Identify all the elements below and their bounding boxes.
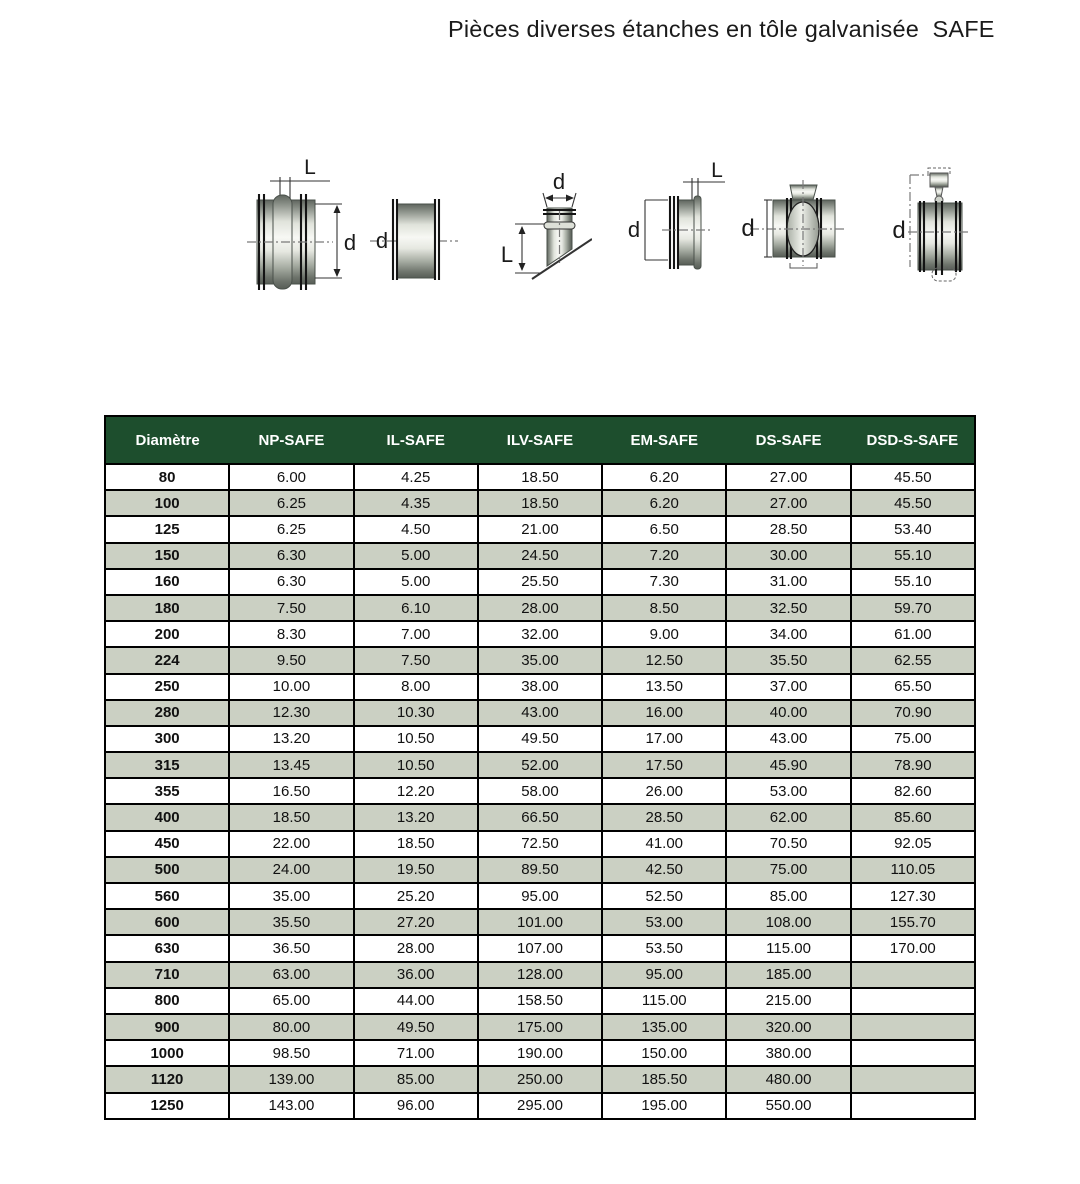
value-cell: 26.00 xyxy=(602,778,726,804)
value-cell: 65.50 xyxy=(851,674,975,700)
diameter-cell: 200 xyxy=(105,621,229,647)
value-cell: 127.30 xyxy=(851,883,975,909)
diagram-em-safe xyxy=(625,152,730,284)
dimension-label-L: L xyxy=(500,242,514,267)
dimension-label-d: d xyxy=(375,228,389,253)
value-cell: 35.50 xyxy=(229,909,353,935)
value-cell: 43.00 xyxy=(726,726,850,752)
diameter-cell: 315 xyxy=(105,752,229,778)
value-cell: 18.50 xyxy=(354,831,478,857)
value-cell: 6.10 xyxy=(354,595,478,621)
diameter-cell: 800 xyxy=(105,988,229,1014)
value-cell: 155.70 xyxy=(851,909,975,935)
diameter-cell: 630 xyxy=(105,935,229,961)
value-cell: 12.30 xyxy=(229,700,353,726)
value-cell: 59.70 xyxy=(851,595,975,621)
value-cell: 6.20 xyxy=(602,490,726,516)
value-cell xyxy=(851,962,975,988)
value-cell: 13.50 xyxy=(602,674,726,700)
value-cell: 135.00 xyxy=(602,1014,726,1040)
table-row xyxy=(105,647,975,673)
value-cell: 215.00 xyxy=(726,988,850,1014)
value-cell: 108.00 xyxy=(726,909,850,935)
value-cell: 25.50 xyxy=(478,569,602,595)
value-cell: 175.00 xyxy=(478,1014,602,1040)
table-row xyxy=(105,883,975,909)
diameter-cell: 250 xyxy=(105,674,229,700)
value-cell: 35.00 xyxy=(229,883,353,909)
value-cell: 36.50 xyxy=(229,935,353,961)
value-cell: 35.00 xyxy=(478,647,602,673)
value-cell: 18.50 xyxy=(478,464,602,490)
table-row xyxy=(105,674,975,700)
value-cell: 25.20 xyxy=(354,883,478,909)
diagram-np-safe xyxy=(245,148,360,293)
column-header-ds-safe: DS-SAFE xyxy=(726,416,850,464)
value-cell: 295.00 xyxy=(478,1093,602,1119)
value-cell: 85.60 xyxy=(851,804,975,830)
column-header-ilv-safe: ILV-SAFE xyxy=(478,416,602,464)
value-cell: 78.90 xyxy=(851,752,975,778)
table-row xyxy=(105,464,975,490)
value-cell: 380.00 xyxy=(726,1040,850,1066)
value-cell: 250.00 xyxy=(478,1066,602,1092)
value-cell: 27.20 xyxy=(354,909,478,935)
value-cell: 10.50 xyxy=(354,726,478,752)
table-row xyxy=(105,935,975,961)
value-cell: 40.00 xyxy=(726,700,850,726)
value-cell: 110.05 xyxy=(851,857,975,883)
ilv-safe-drawing xyxy=(495,165,592,290)
header-row xyxy=(105,416,975,464)
table-row xyxy=(105,569,975,595)
value-cell: 101.00 xyxy=(478,909,602,935)
value-cell: 31.00 xyxy=(726,569,850,595)
value-cell: 92.05 xyxy=(851,831,975,857)
value-cell: 6.50 xyxy=(602,516,726,542)
value-cell: 115.00 xyxy=(602,988,726,1014)
dimensions-table xyxy=(104,415,976,1120)
value-cell xyxy=(851,1040,975,1066)
value-cell: 6.30 xyxy=(229,569,353,595)
value-cell: 6.20 xyxy=(602,464,726,490)
value-cell: 49.50 xyxy=(354,1014,478,1040)
diameter-cell: 150 xyxy=(105,543,229,569)
diameter-cell: 710 xyxy=(105,962,229,988)
value-cell: 5.00 xyxy=(354,569,478,595)
value-cell: 107.00 xyxy=(478,935,602,961)
value-cell: 70.50 xyxy=(726,831,850,857)
value-cell: 5.00 xyxy=(354,543,478,569)
diagram-il-safe xyxy=(368,192,460,287)
table-row xyxy=(105,595,975,621)
il-safe-drawing xyxy=(368,192,460,287)
value-cell: 480.00 xyxy=(726,1066,850,1092)
value-cell: 139.00 xyxy=(229,1066,353,1092)
value-cell: 53.40 xyxy=(851,516,975,542)
value-cell: 10.00 xyxy=(229,674,353,700)
value-cell: 61.00 xyxy=(851,621,975,647)
value-cell: 66.50 xyxy=(478,804,602,830)
value-cell: 41.00 xyxy=(602,831,726,857)
value-cell: 8.30 xyxy=(229,621,353,647)
em-safe-drawing xyxy=(625,152,730,284)
diagram-ds-safe xyxy=(738,178,850,278)
value-cell: 82.60 xyxy=(851,778,975,804)
value-cell: 13.45 xyxy=(229,752,353,778)
value-cell: 80.00 xyxy=(229,1014,353,1040)
diameter-cell: 560 xyxy=(105,883,229,909)
value-cell: 13.20 xyxy=(229,726,353,752)
value-cell: 6.30 xyxy=(229,543,353,569)
diameter-cell: 400 xyxy=(105,804,229,830)
value-cell: 195.00 xyxy=(602,1093,726,1119)
value-cell: 52.00 xyxy=(478,752,602,778)
table-row xyxy=(105,543,975,569)
value-cell xyxy=(851,1066,975,1092)
table-row xyxy=(105,1014,975,1040)
column-header-il-safe: IL-SAFE xyxy=(354,416,478,464)
value-cell: 95.00 xyxy=(478,883,602,909)
value-cell: 85.00 xyxy=(726,883,850,909)
value-cell: 75.00 xyxy=(851,726,975,752)
table-row xyxy=(105,857,975,883)
value-cell: 45.90 xyxy=(726,752,850,778)
table-row xyxy=(105,752,975,778)
value-cell: 170.00 xyxy=(851,935,975,961)
value-cell: 75.00 xyxy=(726,857,850,883)
value-cell: 43.00 xyxy=(478,700,602,726)
diameter-cell: 224 xyxy=(105,647,229,673)
column-header-dsd-s-safe: DSD-S-SAFE xyxy=(851,416,975,464)
value-cell: 10.30 xyxy=(354,700,478,726)
diameter-cell: 100 xyxy=(105,490,229,516)
value-cell: 190.00 xyxy=(478,1040,602,1066)
value-cell: 28.50 xyxy=(602,804,726,830)
np-safe-drawing xyxy=(245,148,360,293)
value-cell: 185.00 xyxy=(726,962,850,988)
value-cell: 8.00 xyxy=(354,674,478,700)
value-cell: 8.50 xyxy=(602,595,726,621)
value-cell: 58.00 xyxy=(478,778,602,804)
value-cell: 34.00 xyxy=(726,621,850,647)
value-cell: 143.00 xyxy=(229,1093,353,1119)
value-cell: 12.50 xyxy=(602,647,726,673)
value-cell: 36.00 xyxy=(354,962,478,988)
value-cell: 18.50 xyxy=(478,490,602,516)
value-cell: 30.00 xyxy=(726,543,850,569)
value-cell xyxy=(851,1093,975,1119)
value-cell: 4.50 xyxy=(354,516,478,542)
diameter-cell: 1120 xyxy=(105,1066,229,1092)
value-cell: 71.00 xyxy=(354,1040,478,1066)
value-cell: 10.50 xyxy=(354,752,478,778)
diameter-cell: 125 xyxy=(105,516,229,542)
value-cell: 150.00 xyxy=(602,1040,726,1066)
diameter-cell: 900 xyxy=(105,1014,229,1040)
value-cell: 4.25 xyxy=(354,464,478,490)
table-row xyxy=(105,962,975,988)
value-cell: 45.50 xyxy=(851,490,975,516)
dimension-label-d: d xyxy=(741,215,755,242)
value-cell: 7.50 xyxy=(229,595,353,621)
dimension-label-d: d xyxy=(343,230,357,255)
value-cell: 7.20 xyxy=(602,543,726,569)
table-row xyxy=(105,1066,975,1092)
table-row xyxy=(105,831,975,857)
value-cell: 63.00 xyxy=(229,962,353,988)
value-cell: 550.00 xyxy=(726,1093,850,1119)
value-cell: 17.00 xyxy=(602,726,726,752)
value-cell: 32.00 xyxy=(478,621,602,647)
diameter-cell: 355 xyxy=(105,778,229,804)
dsd-s-safe-drawing xyxy=(888,158,975,283)
value-cell: 6.00 xyxy=(229,464,353,490)
table-row xyxy=(105,700,975,726)
value-cell: 27.00 xyxy=(726,490,850,516)
value-cell: 35.50 xyxy=(726,647,850,673)
table-row xyxy=(105,621,975,647)
diameter-cell: 160 xyxy=(105,569,229,595)
value-cell: 53.50 xyxy=(602,935,726,961)
value-cell: 128.00 xyxy=(478,962,602,988)
value-cell: 96.00 xyxy=(354,1093,478,1119)
value-cell: 9.00 xyxy=(602,621,726,647)
diameter-cell: 1000 xyxy=(105,1040,229,1066)
value-cell: 38.00 xyxy=(478,674,602,700)
table-row xyxy=(105,778,975,804)
value-cell: 4.35 xyxy=(354,490,478,516)
value-cell: 12.20 xyxy=(354,778,478,804)
value-cell: 17.50 xyxy=(602,752,726,778)
table-row xyxy=(105,1093,975,1119)
value-cell: 95.00 xyxy=(602,962,726,988)
value-cell: 24.00 xyxy=(229,857,353,883)
value-cell: 42.50 xyxy=(602,857,726,883)
value-cell: 19.50 xyxy=(354,857,478,883)
value-cell: 72.50 xyxy=(478,831,602,857)
value-cell: 62.55 xyxy=(851,647,975,673)
table-row xyxy=(105,726,975,752)
diameter-cell: 450 xyxy=(105,831,229,857)
value-cell: 27.00 xyxy=(726,464,850,490)
value-cell xyxy=(851,988,975,1014)
table-row xyxy=(105,516,975,542)
diameter-cell: 600 xyxy=(105,909,229,935)
value-cell: 85.00 xyxy=(354,1066,478,1092)
diagram-dsd-s-safe xyxy=(888,158,975,283)
dimension-label-d: d xyxy=(892,217,906,244)
value-cell: 18.50 xyxy=(229,804,353,830)
value-cell: 44.00 xyxy=(354,988,478,1014)
diameter-cell: 80 xyxy=(105,464,229,490)
diagram-ilv-safe xyxy=(495,165,592,290)
value-cell: 13.20 xyxy=(354,804,478,830)
page-title: Pièces diverses étanches en tôle galvanisée SAFE xyxy=(448,16,995,42)
value-cell: 24.50 xyxy=(478,543,602,569)
value-cell: 185.50 xyxy=(602,1066,726,1092)
diameter-cell: 500 xyxy=(105,857,229,883)
table-row xyxy=(105,909,975,935)
table-row xyxy=(105,490,975,516)
value-cell: 9.50 xyxy=(229,647,353,673)
column-header-em-safe: EM-SAFE xyxy=(602,416,726,464)
value-cell: 6.25 xyxy=(229,516,353,542)
value-cell: 115.00 xyxy=(726,935,850,961)
diameter-cell: 1250 xyxy=(105,1093,229,1119)
value-cell: 98.50 xyxy=(229,1040,353,1066)
dimension-label-d: d xyxy=(627,217,641,242)
value-cell: 49.50 xyxy=(478,726,602,752)
value-cell xyxy=(851,1014,975,1040)
value-cell: 21.00 xyxy=(478,516,602,542)
value-cell: 158.50 xyxy=(478,988,602,1014)
value-cell: 55.10 xyxy=(851,543,975,569)
value-cell: 32.50 xyxy=(726,595,850,621)
diameter-cell: 180 xyxy=(105,595,229,621)
value-cell: 7.50 xyxy=(354,647,478,673)
value-cell: 28.00 xyxy=(478,595,602,621)
value-cell: 7.30 xyxy=(602,569,726,595)
value-cell: 320.00 xyxy=(726,1014,850,1040)
value-cell: 7.00 xyxy=(354,621,478,647)
value-cell: 6.25 xyxy=(229,490,353,516)
value-cell: 37.00 xyxy=(726,674,850,700)
value-cell: 62.00 xyxy=(726,804,850,830)
dimension-label-L: L xyxy=(711,159,723,182)
value-cell: 28.50 xyxy=(726,516,850,542)
value-cell: 16.50 xyxy=(229,778,353,804)
value-cell: 70.90 xyxy=(851,700,975,726)
value-cell: 65.00 xyxy=(229,988,353,1014)
value-cell: 28.00 xyxy=(354,935,478,961)
value-cell: 53.00 xyxy=(602,909,726,935)
dimension-label-d: d xyxy=(552,169,566,194)
value-cell: 22.00 xyxy=(229,831,353,857)
column-header-np-safe: NP-SAFE xyxy=(229,416,353,464)
table-row xyxy=(105,988,975,1014)
value-cell: 53.00 xyxy=(726,778,850,804)
diameter-cell: 280 xyxy=(105,700,229,726)
value-cell: 52.50 xyxy=(602,883,726,909)
value-cell: 16.00 xyxy=(602,700,726,726)
diameter-cell: 300 xyxy=(105,726,229,752)
ds-safe-drawing xyxy=(738,178,850,278)
value-cell: 45.50 xyxy=(851,464,975,490)
value-cell: 55.10 xyxy=(851,569,975,595)
table-row xyxy=(105,804,975,830)
dimension-label-L: L xyxy=(304,156,316,179)
value-cell: 89.50 xyxy=(478,857,602,883)
column-header-diam-tre: Diamètre xyxy=(105,416,229,464)
table-row xyxy=(105,1040,975,1066)
